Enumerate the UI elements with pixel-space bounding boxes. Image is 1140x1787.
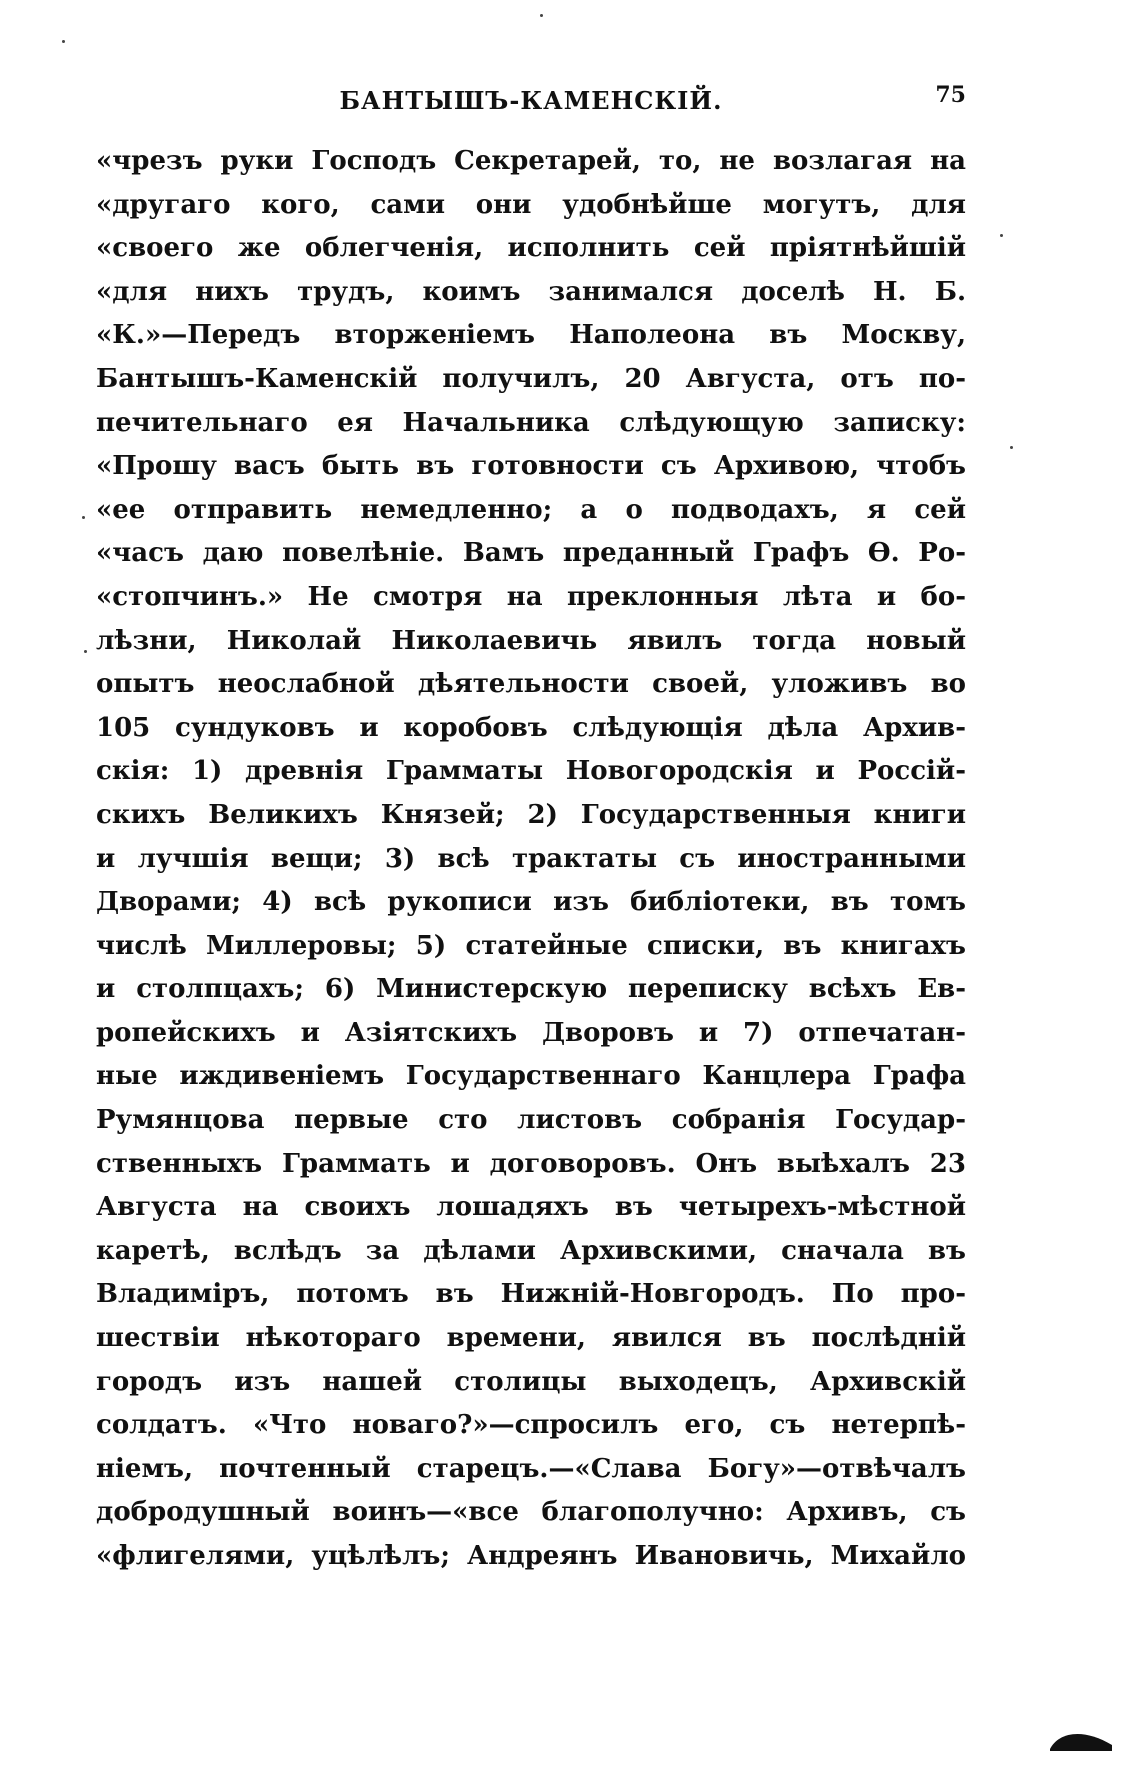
text-line: Августа на своихъ лошадяхъ въ четырехъ-мѣстной [96,1192,966,1223]
text-line: каретѣ, вслѣдъ за дѣлами Архивскими, сначала въ [96,1235,966,1266]
paper-speck [1000,234,1003,237]
text-line: ропейскихъ и Азіятскихъ Дворовъ и 7) отпечатан- [96,1017,966,1048]
text-line: «другаго кого, сами они удобнѣйше могутъ, для [96,189,966,220]
text-line: «чрезъ руки Господъ Секретарей, то, не возлагая на [96,146,966,176]
text-line: скія: 1) древнія Грамматы Новогородскія и Россій- [96,756,966,787]
text-line: добродушный воинъ—«все благополучно: Архивъ, съ [96,1497,966,1528]
paper-speck [62,40,65,43]
text-line: ніемъ, почтенный старецъ.—«Слава Богу»—отвѣчалъ [96,1453,966,1484]
text-line: лѣзни, Николай Николаевичь явилъ тогда новый [96,625,966,656]
paper-speck [540,14,543,17]
text-line: Дворами; 4) всѣ рукописи изъ библіотеки, въ томъ [96,887,966,918]
paper-speck [84,650,87,653]
page-number: 75 [935,82,966,108]
text-line: «для нихъ трудъ, коимъ занимался доселѣ Н. Б. [96,276,966,307]
text-line: городъ изъ нашей столицы выходецъ, Архивскій [96,1366,966,1397]
text-line: солдатъ. «Что новаго?»—спросилъ его, съ нетерпѣ- [96,1410,966,1441]
paper-speck [82,516,85,519]
text-line: печительнаго ея Начальника слѣдующую записку: [96,407,966,438]
text-line: и столпцахъ; 6) Министерскую переписку всѣхъ Ев- [96,974,966,1005]
running-title: БАНТЫШЪ-КАМЕНСКІЙ. [339,86,723,115]
text-line: Румянцова первые сто листовъ собранія Государ- [96,1105,966,1136]
paper-speck [1010,446,1013,449]
text-line: «своего же облегченія, исполнить сей пріятнѣйшій [96,233,966,264]
text-line: «Прошу васъ быть въ готовности съ Архивою, чтобъ [96,451,966,482]
ink-blot [1048,1727,1114,1751]
text-line: «флигелями, уцѣлѣлъ; Андреянъ Ивановичь, Михайло [96,1541,966,1571]
text-line: Владиміръ, потомъ въ Нижній-Новгородъ. По про- [96,1279,966,1310]
body-text [96,140,966,1579]
text-line: опытъ неослабной дѣятельности своей, уложивъ во [96,669,966,700]
text-line: ственныхъ Граммать и договоровъ. Онъ выѣхалъ 23 [96,1148,966,1179]
text-line: скихъ Великихъ Князей; 2) Государственныя книги [96,799,966,830]
text-line: «ее отправить немедленно; а о подводахъ, я сей [96,494,966,525]
text-line: 105 сундуковъ и коробовъ слѣдующія дѣла Архив- [96,712,966,743]
text-line: «К.»—Передъ вторженіемъ Наполеона въ Москву, [96,320,966,351]
running-head [96,82,966,122]
text-line: «стопчинъ.» Не смотря на преклонныя лѣта и бо- [96,581,966,612]
text-line: и лучшія вещи; 3) всѣ трактаты съ иностранными [96,843,966,874]
text-line: числѣ Миллеровы; 5) статейные списки, въ книгахъ [96,930,966,961]
text-line: ные иждивеніемъ Государственнаго Канцлера Графа [96,1061,966,1092]
text-line: «часъ даю повелѣніе. Вамъ преданный Графъ Ѳ. Ро- [96,538,966,569]
text-line: шествіи нѣкотораго времени, явился въ послѣдній [96,1323,966,1354]
text-line: Бантышъ-Каменскій получилъ, 20 Августа, отъ по- [96,363,966,394]
